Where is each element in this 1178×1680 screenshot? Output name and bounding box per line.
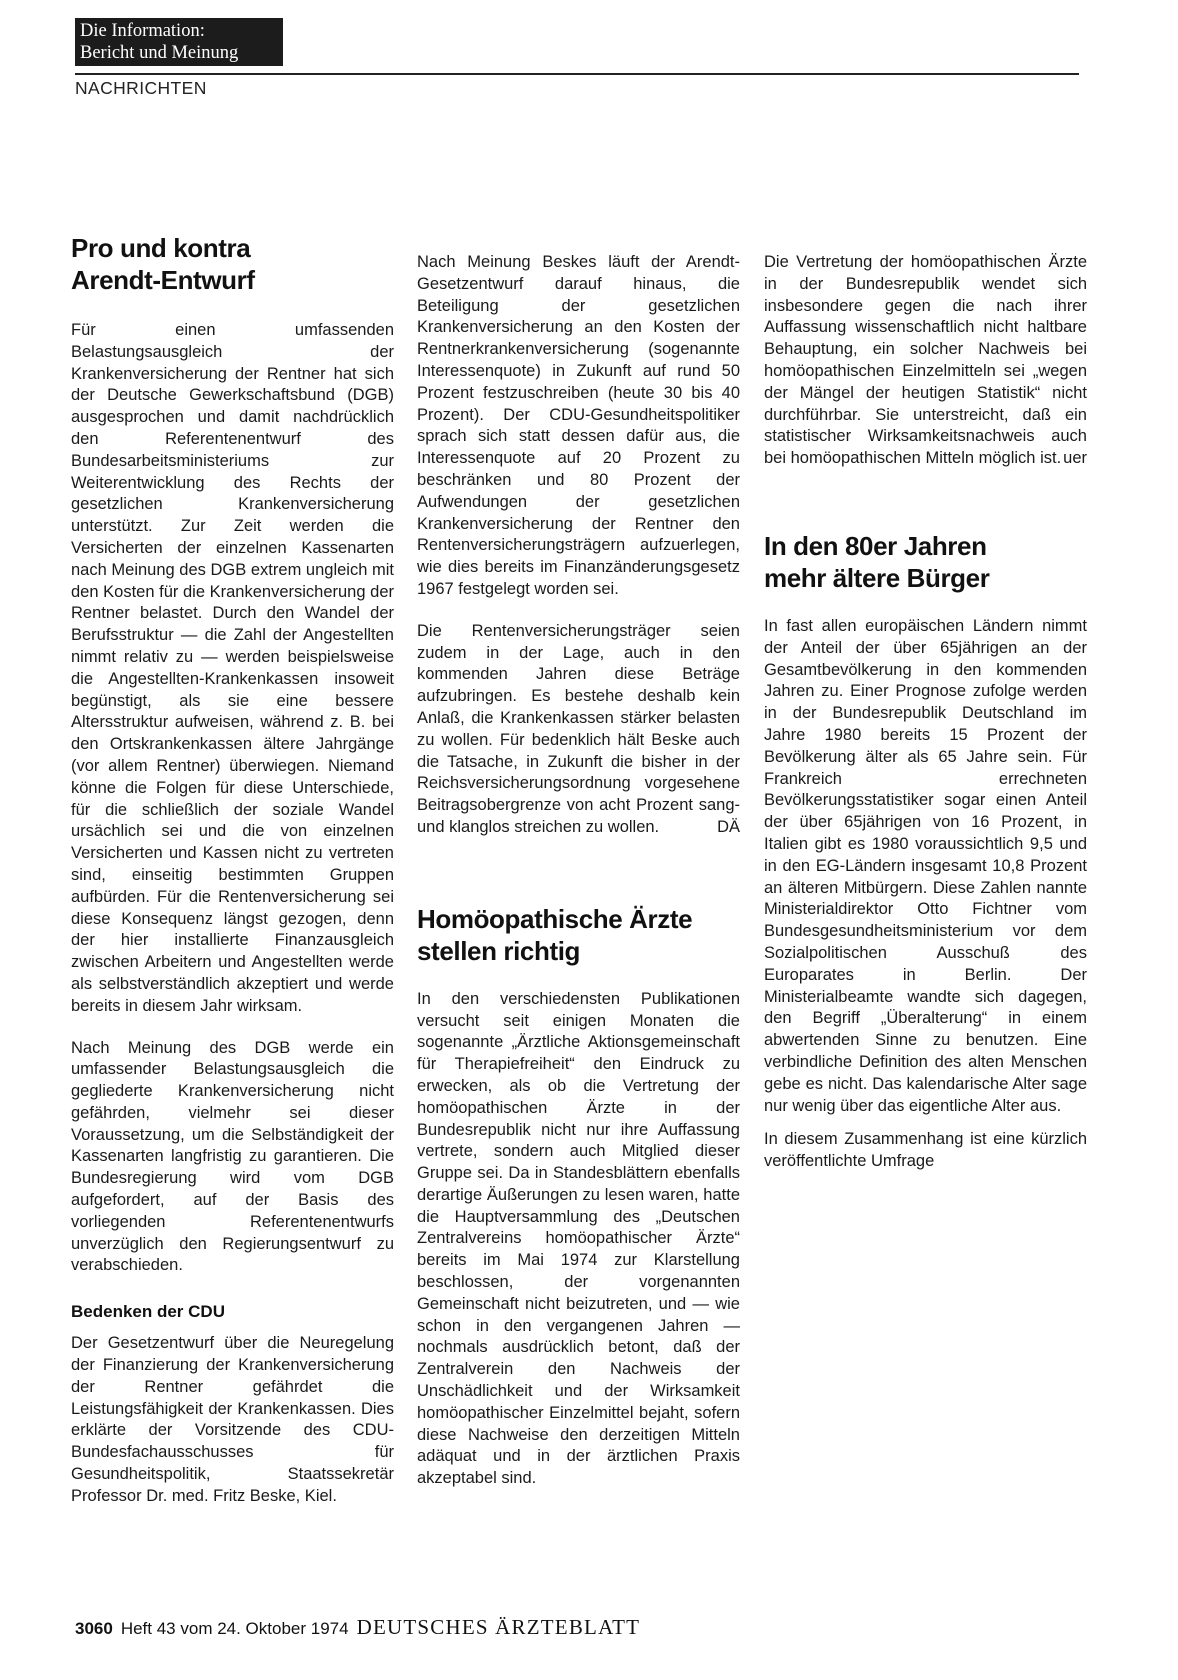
article-1-headline-line-1: Pro und kontra: [71, 233, 251, 263]
article-1-paragraph-2: Nach Meinung des DGB werde ein umfassender Belastungsausgleich die gegliederte Krankenversicherung nicht gefährden, vielmehr sei dieser Voraussetzung, um die Selbständigkeit der Kassenarten langfristig zu garantieren. Die Bundesregierung wird vom DGB aufgefordert, auf der Basis des vorliegenden Referentenentwurfs unverzüglich den Regierungsentwurf zu verabschieden.: [71, 1038, 394, 1275]
article-2-paragraph-2: Die Vertretung der homöopathischen Ärzte in der Bundesrepublik wendet sich insbesondere gegen die nach ihrer Auffassung wissenschaftlich nicht haltbare Behauptung, ein solcher Nachweis bei homöopathischen Einzelmitteln sei „wegen der Mängel der heutigen Statistik“ nicht durchführbar. Sie unterstreicht, daß ein statistischer Wirksamkeitsnachweis auch bei homöopathischen Mitteln möglich ist.: [764, 253, 1087, 468]
header-box-line-2: Bericht und Meinung: [80, 43, 239, 63]
page-number: 3060: [75, 1619, 113, 1638]
issue-info: Heft 43 vom 24. Oktober 1974: [120, 1619, 349, 1638]
header-rule: [75, 73, 1079, 75]
article-1-paragraph-5: Die Rentenversicherungsträger seien zudem in der Lage, auch in den kommenden Jahren diese Beträge aufzubringen. Es bestehe deshalb kein Anlaß, die Krankenkassen stärker belasten zu wollen. Für bedenklich hält Beske auch die Tatsache, in Zukunft die bisher in der Reichsversicherungsordnung vorgesehene Beitragsobergrenze von acht Prozent sang- und klanglos streichen zu wollen.: [417, 621, 740, 836]
article-3-headline-line-1: In den 80er Jahren: [764, 530, 987, 561]
article-2-headline: [417, 903, 740, 967]
header-box-line-1: Die Information:: [80, 21, 205, 41]
article-2-paragraph-1: In den verschiedensten Publikationen versucht seit einigen Monaten die sogenannte „Ärztliche Aktionsgemeinschaft für Therapiefreiheit“ den Eindruck zu erwecken, als ob die Vertretung der homöopathischen Ärzte in der Bundesrepublik nicht nur ihre Auffassung vertrete, sondern auch Mitglied dieser Gruppe sei. Da in Standesblättern ebenfalls derartige Äußerungen zu lesen waren, hatte die Hauptversammlung des „Deutschen Zentralvereins homöopathischer Ärzte“ bereits im Mai 1974 zur Klarstellung beschlossen, der vorgenannten Gemeinschaft nicht beizutreten, und — wie schon in den vergangenen Jahren — nochmals ausdrücklich betont, daß der Zentralverein den Nachweis der Unschädlichkeit und der Wirksamkeit homöopathischer Einzelmittel bejaht, sofern diese Nachweise den derzeitigen Mitteln adäquat und in der ärztlichen Praxis akzeptabel sind.: [417, 989, 740, 1488]
article-3-paragraph-1: In fast allen europäischen Ländern nimmt der Anteil der über 65jährigen an der Gesamtbevölkerung in den kommenden Jahren zu. Einer Prognose zufolge werden in der Bundesrepublik Deutschland im Jahre 1980 bereits 15 Prozent der Bevölkerung älter als 65 Jahre sein. Für Frankreich errechneten Bevölkerungsstatistiker sogar einen Anteil der über 65jährigen von 16 Prozent, in Italien gibt es 1980 voraussichtlich 9,5 und in den EG-Ländern insgesamt 10,8 Prozent an älteren Mitbürgern. Diese Zahlen nannte Ministerialdirektor Otto Fichtner vom Bundesgesundheitsministerium vor dem Sozialpolitischen Ausschuß des Europarates in Berlin. Der Ministerialbeamte wandte sich dagegen, den Begriff „Überalterung“ in einem abwertenden Sinne zu benutzen. Eine verbindliche Definition des alten Menschen gebe es nicht. Das kalendarische Alter sage nur wenig über das eigentliche Alter aus.: [764, 616, 1087, 1115]
article-2-headline-line-2: stellen richtig: [417, 935, 581, 966]
article-3-headline-line-2: mehr ältere Bürger: [764, 562, 990, 593]
article-1-headline: [71, 232, 394, 296]
column-2: [417, 232, 740, 1490]
article-1-paragraph-5-wrap: [417, 621, 740, 839]
article-1-headline-line-2: Arendt-Entwurf: [71, 265, 255, 295]
section-label: NACHRICHTEN: [75, 78, 207, 98]
article-2-signature: uer: [1063, 449, 1087, 468]
article-3-paragraph-2: In diesem Zusammenhang ist eine kürzlich veröffentlichte Umfrage: [764, 1130, 1087, 1171]
article-1-paragraph-1: Für einen umfassenden Belastungsausgleich der Krankenversicherung der Rentner hat sich der Deutsche Gewerkschaftsbund (DGB) ausgesprochen und damit nachdrücklich den Referentenentwurf des Bundesarbeitsministeriums zur Weiterentwicklung des Rechts der gesetzlichen Krankenversicherung unterstützt. Zur Zeit werden die Versicherten der einzelnen Kassenarten nach Meinung des DGB extrem ungleich mit den Kosten für die Krankenversicherung der Rentner belastet. Durch den Wandel der Berufsstruktur — die Zahl der Angestellten nimmt relativ zu — werden beispielsweise die Angestellten-Krankenkassen insoweit begünstigt, als sie eine bessere Altersstruktur aufweisen, während z. B. bei den Ortskrankenkassen ältere Jahrgänge (vor allem Rentner) überwiegen. Niemand könne die Folgen für diese Unterschiede, für die schließlich der soziale Wandel ursächlich sei und die von einzelnen Versicherten und Kassen nicht zu vertreten sind, einseitig bestimmten Gruppen aufbürden. Für die Rentenversicherung sei diese Konsequenz längst gezogen, denn der hier installierte Finanzausgleich zwischen Arbeitern und Angestellten werde als selbstverständlich akzeptiert und werde bereits in diesem Jahr wirksam.: [71, 321, 394, 1015]
column-3: [764, 232, 1087, 1173]
article-3-headline: [764, 530, 1087, 594]
article-2-paragraph-2-wrap: [764, 252, 1087, 470]
article-1-subhead: Bedenken der CDU: [71, 1302, 225, 1322]
article-1-paragraph-4: Nach Meinung Beskes läuft der Arendt-Gesetzentwurf darauf hinaus, die Beteiligung der gesetzlichen Krankenversicherung an den Kosten der Rentnerkrankenversicherung (sogenannte Interessenquote) in Zukunft auf rund 50 Prozent festzuschreiben (heute 30 bis 40 Prozent). Der CDU-Gesundheitspolitiker sprach sich statt dessen dafür aus, die Interessenquote auf 20 Prozent zu beschränken und 80 Prozent der Aufwendungen der gesetzlichen Krankenversicherung der Rentner den Rentenversicherungsträgern aufzuerlegen, wie dies bereits im Finanzänderungsgesetz 1967 festgelegt worden sei.: [417, 253, 740, 598]
journal-name: DEUTSCHES ÄRZTEBLATT: [356, 1615, 641, 1639]
article-1-signature: DÄ: [717, 817, 740, 836]
page-footer: [75, 1615, 640, 1640]
column-1: [71, 232, 394, 1508]
article-1-paragraph-3: Der Gesetzentwurf über die Neuregelung der Finanzierung der Krankenversicherung der Rentner gefährdet die Leistungsfähigkeit der Krankenkassen. Dies erklärte der Vorsitzende des CDU-Bundesfachausschusses für Gesundheitspolitik, Staatssekretär Professor Dr. med. Fritz Beske, Kiel.: [71, 1334, 394, 1505]
article-2-headline-line-1: Homöopathische Ärzte: [417, 903, 693, 934]
header-box: [75, 18, 283, 66]
